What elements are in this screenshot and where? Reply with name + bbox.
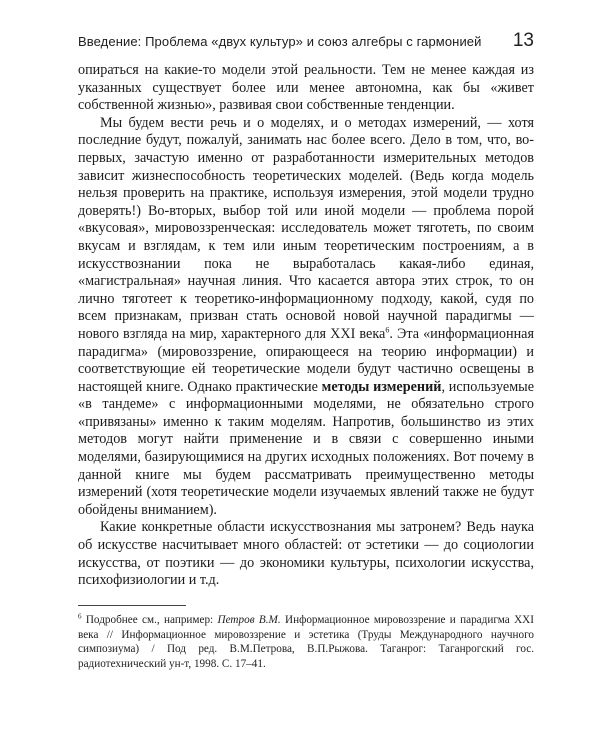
- footnote-text: Информационное мировоззрение и парадигма XXI века // Информационное мировоззрение и эстетика (Труды Международного научного симпозиума) / Под ред. В.М.Петрова, В.П.Рыжова. Таганрог: Таганрогский гос. радиотехнический ун-т, 1998. С. 17–41.: [78, 614, 534, 670]
- main-text: [78, 62, 534, 590]
- footnote-author: Петров В.М.: [217, 614, 281, 626]
- footnote-reference: 6: [385, 325, 390, 335]
- paragraph-text-part-3: , используемые «в тандеме» с информационными моделями, не обязательно строго «привязаны» именно к таким моделям. Напротив, большинство из этих методов могут найти применение и в связи с совершенно иными моделями, базирующимися на других исходных положениях. Вот почему в данной книге мы будем рассматривать преимущественно методы измерений (хотя теоретические модели изучаемых явлений также не будут обойдены вниманием).: [78, 378, 534, 518]
- footnote: [78, 613, 534, 671]
- footnote-lead: Подробнее см., например:: [81, 614, 218, 626]
- page-number: 13: [512, 30, 534, 51]
- running-header: [78, 30, 534, 58]
- paragraph-art-areas: Какие конкретные области искусствознания мы затронем? Ведь наука об искусстве насчитывает много областей: от эстетики — до социологии искусства, от поэтики — до экономики культуры, психологии искусства, психофизиологии и т.д.: [78, 519, 534, 589]
- footnote-mark: 6: [78, 612, 82, 621]
- footnote-separator: [78, 605, 186, 606]
- paragraph-models-methods: [78, 115, 534, 520]
- paragraph-continuation: опираться на какие-то модели этой реальности. Тем не менее каждая из указанных существует более или менее автономна, как бы «живет собственной жизнью», развивая свои собственные тенденции.: [78, 62, 534, 114]
- paragraph-text-part-2: . Эта «информационная парадигма» (мировоззрение, опирающееся на теорию информации) и соответствующие ей теоретические модели будут частично освещены в настоящей книге. Однако практические: [78, 325, 534, 395]
- bold-term-measurement-methods: методы измерений: [321, 378, 442, 395]
- running-header-title: Введение: Проблема «двух культур» и союз алгебры с гармонией: [78, 34, 482, 49]
- paragraph-text-part-1: Мы будем вести речь и о моделях, и о методах измерений, — хотя последние будут, пожалуй, занимать нас более всего. Дело в том, что, во-первых, зачастую именно от разработанности измерительных методов зависит жизнеспособность теоретических моделей. (Ведь когда модель нельзя проверить на практике, используя измерения, этой модели трудно доверять!) Во-вторых, выбор той или иной модели — проблема порой «вкусовая», мировоззренческая: исследователь может тяготеть, по своим вкусам и взглядам, к тем или иным теоретическим построениям, а в искусствознании пока не выработалась какая-либо единая, «магистральная» научная линия. Что касается автора этих строк, то он лично тяготеет к теоретико-информационному подходу, какой, судя по всем признакам, призван стать основой новой научной парадигмы — нового взгляда на мир, характерного для XXI века: [78, 114, 534, 342]
